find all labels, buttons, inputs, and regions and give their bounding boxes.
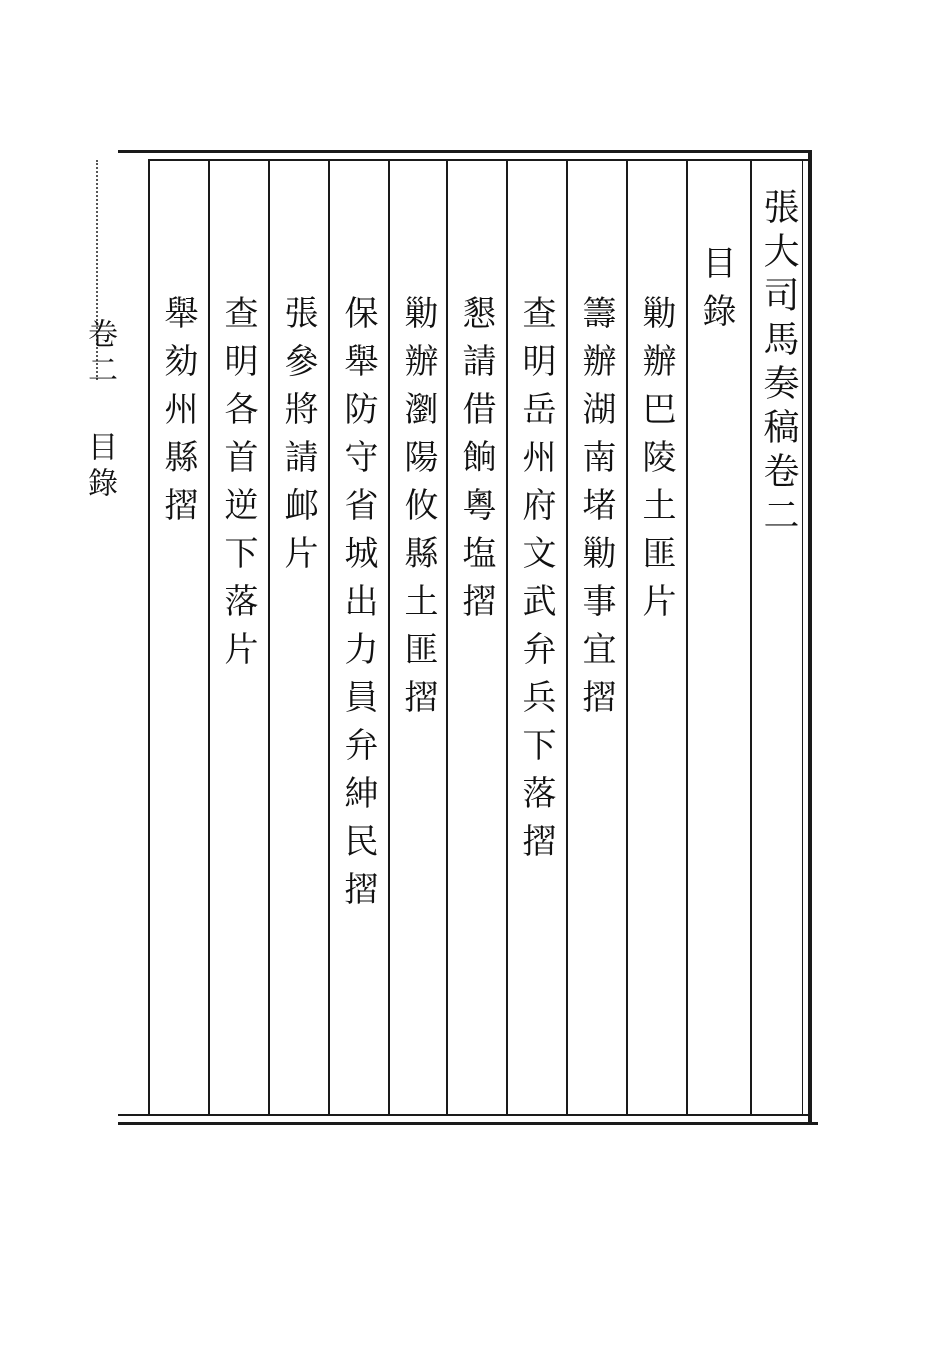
column-divider [208,159,210,1116]
column-divider [686,159,688,1116]
column-divider [566,159,568,1116]
column-divider [446,159,448,1116]
toc-entry: 查明各首逆下落片 [218,295,258,679]
document-title: 張大司馬奏稿卷二 [758,188,799,540]
column-divider [506,159,508,1116]
toc-entry: 籌辦湖南堵勦事宜摺 [576,295,616,727]
column-divider [388,159,390,1116]
column-divider [268,159,270,1116]
toc-entry: 張參將請䘏片 [278,295,318,583]
frame-bottom-inner-rule [118,1114,812,1116]
column-divider [328,159,330,1116]
toc-entry: 查明岳州府文武弁兵下落摺 [516,295,556,871]
page-frame [118,150,812,1130]
toc-entry: 保舉防守省城出力員弁紳民摺 [338,295,378,919]
frame-right-inner-rule [802,159,803,1116]
column-divider [626,159,628,1116]
margin-volume-label: 卷二 目錄 [82,318,117,503]
toc-entry: 勦辦巴陵土匪片 [636,295,676,631]
frame-bottom-outer-rule [118,1122,818,1125]
frame-right-outer-rule [808,150,812,1125]
toc-entry: 舉劾州縣摺 [158,295,198,535]
section-heading: 目錄 [696,245,736,341]
column-divider [750,159,752,1116]
frame-top-inner-rule [148,159,812,161]
frame-top-outer-rule [118,150,812,153]
toc-entry: 懇請借餉粵塩摺 [456,295,496,631]
column-divider [148,159,150,1116]
toc-entry: 勦辦瀏陽攸縣土匪摺 [398,295,438,727]
